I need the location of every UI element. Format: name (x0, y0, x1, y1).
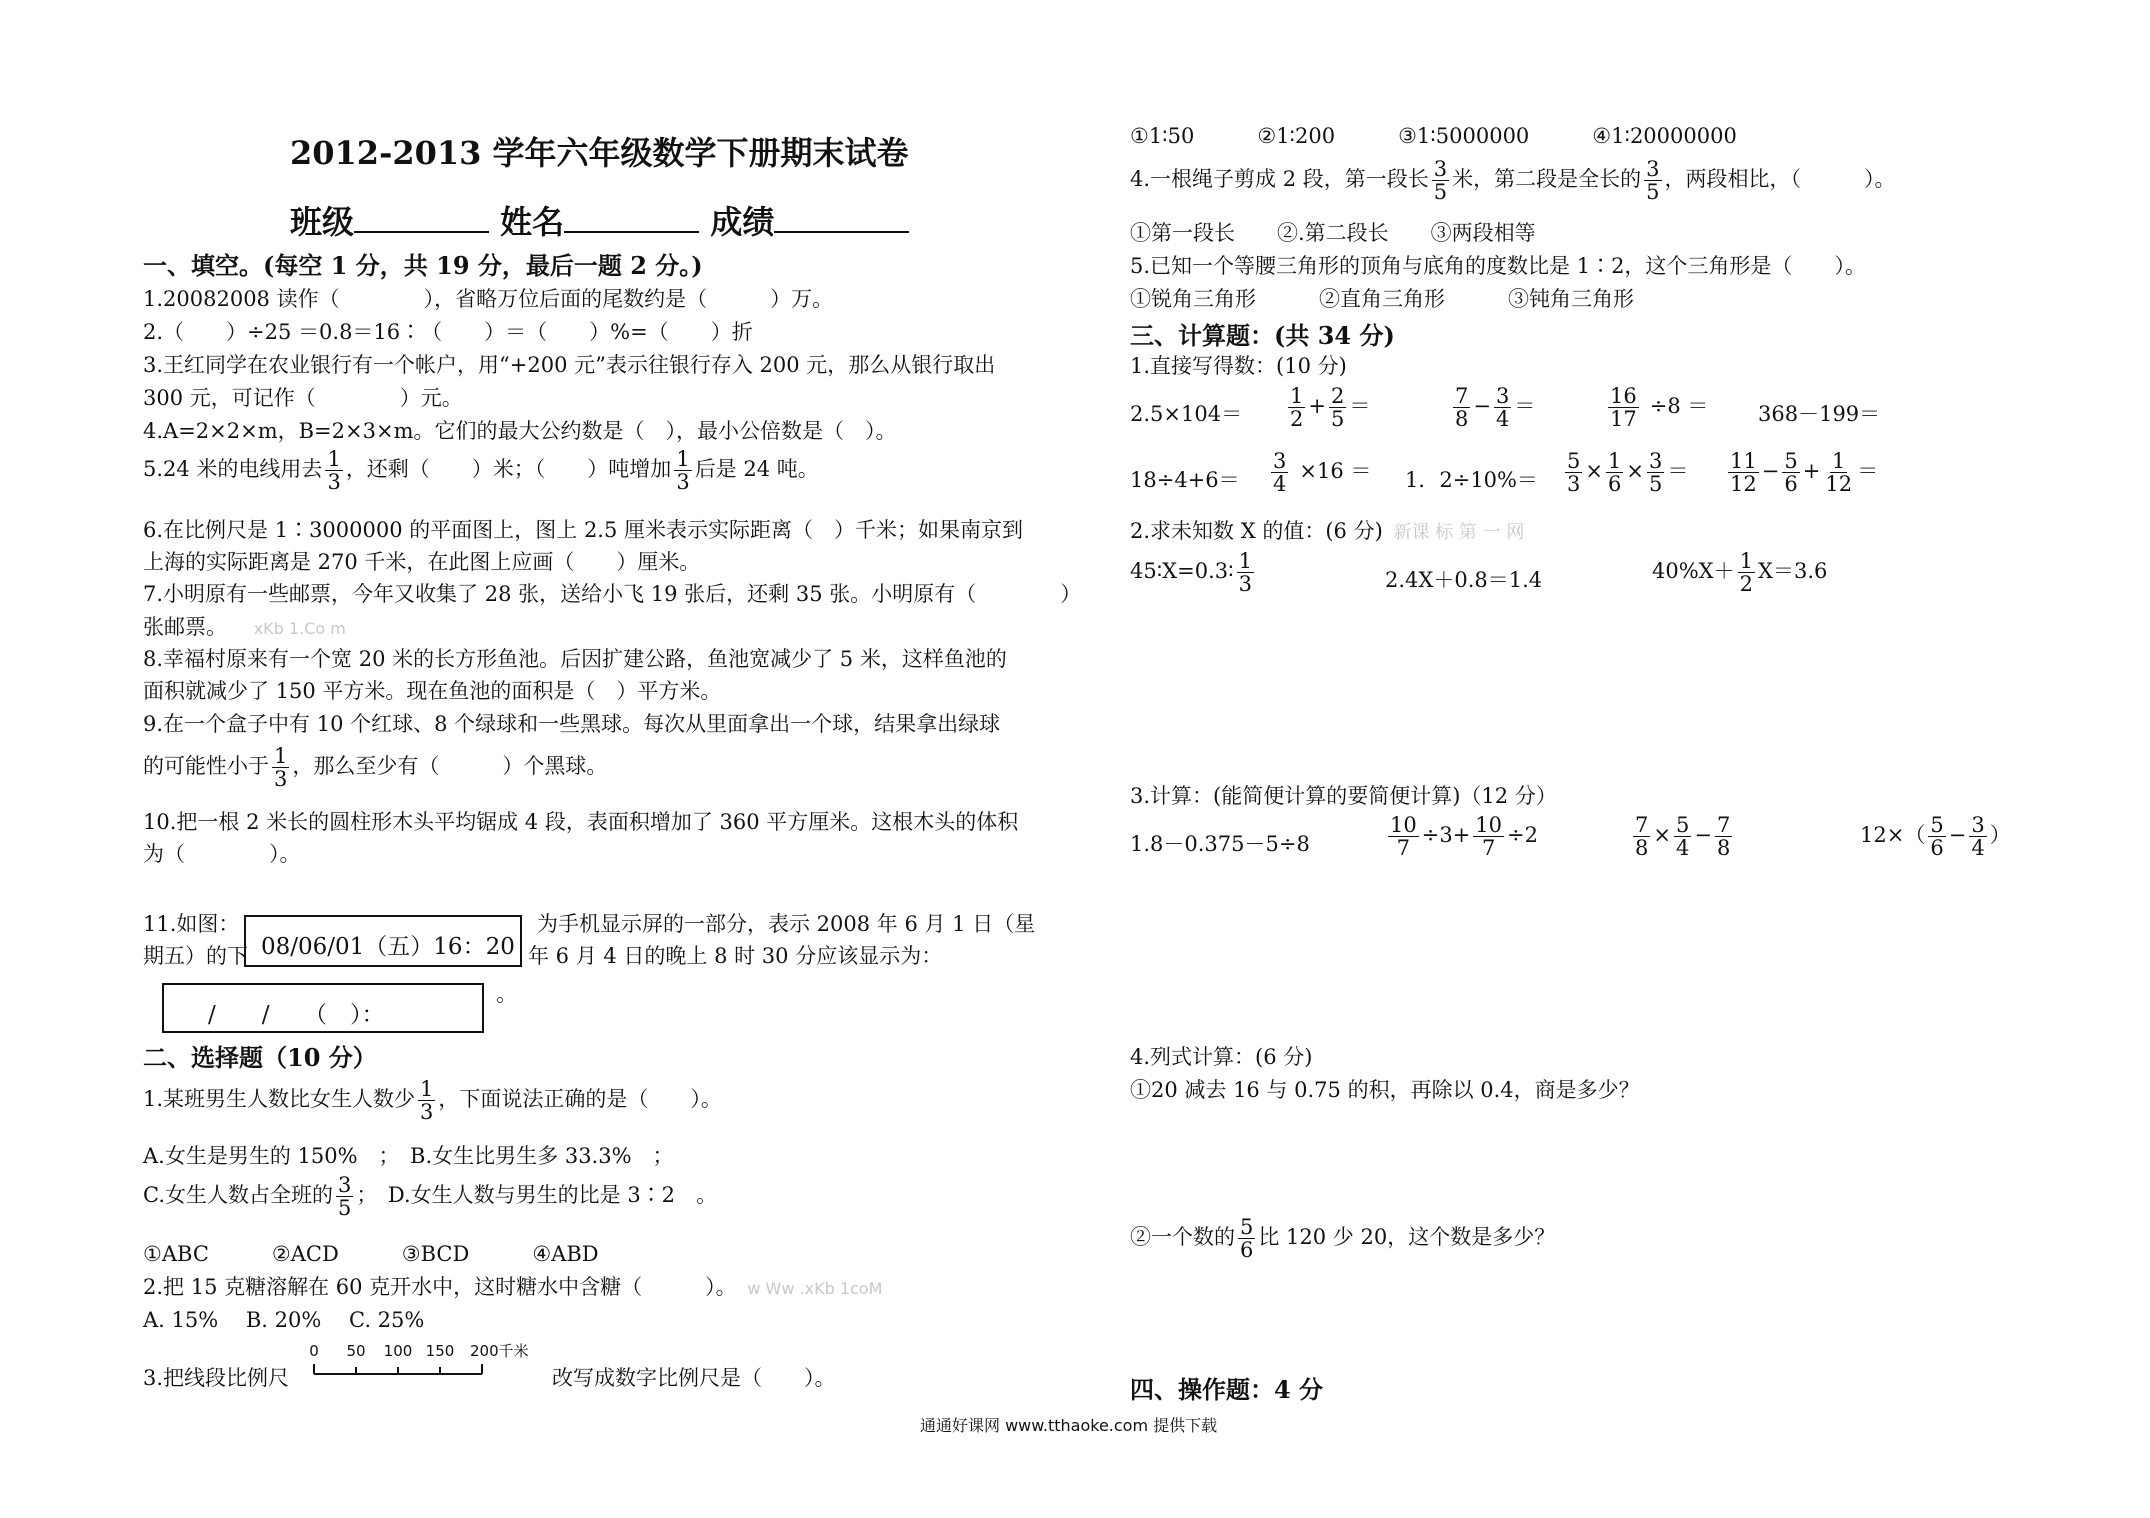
fraction: $\frac{7}{8}$ (1455, 384, 1469, 432)
s2-q4 (1130, 158, 1896, 203)
s1-q5 (143, 448, 819, 493)
calc-r2-e1: 18÷4+6＝ (1130, 468, 1240, 492)
fraction: $\frac{3}{4}$ (1495, 384, 1510, 432)
s1-q7-line1: 7.小明原有一些邮票，今年又收集了 28 张，送给小飞 19 张后，还剩 35 张。小明原有（ ） (143, 582, 1082, 606)
fraction: $\frac{7}{8}$ (1716, 813, 1731, 861)
s2-q3-text-b: 改写成数字比例尺是（ ）。 (552, 1366, 836, 1390)
s1-q11-label: 11.如图： (143, 912, 240, 936)
s2-optd-text: ； D.女生人数与男生的比是 3∶2 。 (356, 1183, 718, 1208)
score-blank (774, 201, 909, 233)
calc-r1-e2: $\frac{1}{2}$ + $\frac{2}{5}$ ＝ (1290, 384, 1371, 432)
answer-display-text: / / （ ）： (208, 1002, 385, 1028)
s1-q8-line1: 8.幸福村原来有一个宽 20 米的长方形鱼池。后因扩建公路，鱼池宽减少了 5 米，这样鱼池的 (143, 647, 1007, 671)
scale-tick-label: 0 (309, 1342, 319, 1360)
s2-q1-option-ab: A.女生是男生的 150% ； B.女生比男生多 33.3% ； (143, 1144, 674, 1168)
fraction: $\frac{1}{2}$ (1290, 384, 1304, 432)
header-line (290, 197, 909, 243)
fraction: $\frac{7}{8}$ (1635, 813, 1649, 861)
fraction: $\frac{1}{6}$ (1607, 449, 1622, 497)
calc-r2-e3: 1．2÷10%＝ (1405, 468, 1538, 492)
scale-tick-label: 150 (425, 1342, 455, 1360)
s3-p3-title: 3.计算：(能简便计算的要简便计算)（12 分） (1130, 784, 1557, 808)
scale-tick-label: 100 (383, 1342, 413, 1360)
calc-r2-e2: $\frac{3}{4}$ ×16 ＝ (1273, 449, 1372, 497)
s1-q9-line2 (143, 745, 607, 790)
fraction: $\frac{5}{4}$ (1675, 813, 1690, 861)
s2-q5: 5.已知一个等腰三角形的顶角与底角的度数比是 1∶2，这个三角形是（ ）。 (1130, 254, 1866, 278)
s3-p4-q2: ②一个数的 $\frac{5}{6}$ 比 120 少 20，这个数是多少？ (1130, 1215, 1556, 1263)
s2-q2-text: 2.把 15 克糖溶解在 60 克开水中，这时糖水中含糖（ ）。 (143, 1275, 737, 1299)
s1-q8-line2: 面积就减少了 150 平方米。现在鱼池的面积是（ ）平方米。 (143, 679, 722, 703)
calc-r1-e3: $\frac{7}{8}$ − $\frac{3}{4}$ ＝ (1455, 384, 1536, 432)
s1-q6-line1: 6.在比例尺是 1∶3000000 的平面图上，图上 2.5 厘米表示实际距离（ ）千米；如果南京到 (143, 518, 1024, 542)
solve-x2: 2.4X＋0.8＝1.4 (1385, 568, 1543, 592)
s1-q3-line1: 3.王红同学在农业银行有一个帐户，用“+200 元”表示往银行存入 200 元，那么从银行取出 (143, 353, 996, 377)
section-2-title: 二、选择题（10 分） (143, 1043, 377, 1072)
s1-q6-line2: 上海的实际距离是 270 千米，在此图上应画（ ）厘米。 (143, 550, 701, 574)
section-3-title: 三、计算题：(共 34 分) (1130, 321, 1395, 350)
fraction: $\frac{16}{17}$ (1610, 384, 1637, 432)
fraction: $\frac{3}{5}$ (1648, 449, 1663, 497)
phone-display-text: 08/06/01（五）16：20 (261, 934, 515, 960)
scale-tick-label: 200千米 (470, 1342, 529, 1360)
s1-q5-text-a: 5.24 米的电线用去 (143, 457, 323, 482)
solve-x1: 45∶X=0.3∶ $\frac{1}{3}$ (1130, 549, 1252, 597)
calc-r2-e5: $\frac{11}{12}$ − $\frac{5}{6}$ + $\frac{1}{12}$ ＝ (1730, 449, 1879, 497)
calc3-e2: $\frac{10}{7}$ ÷3+ $\frac{10}{7}$ ÷2 (1390, 813, 1538, 861)
s1-q7-text: 张邮票。 (143, 615, 227, 639)
s3-p1-title: 1.直接写得数：(10 分) (1130, 354, 1347, 378)
fraction: $\frac{2}{5}$ (1330, 384, 1345, 432)
solve-x3: 40%X＋ $\frac{1}{2}$ X＝3.6 (1652, 549, 1828, 597)
exam-title: 2012-2013 学年六年级数学下册期末试卷 (290, 134, 909, 172)
fraction: $\frac{10}{7}$ (1475, 813, 1503, 861)
calc3-e1: 1.8－0.375－5÷8 (1130, 832, 1310, 856)
watermark: w Ww .xKb 1coM (747, 1279, 883, 1298)
s1-q7-line2 (143, 611, 346, 641)
s2-q4-text-b: 米，第二段是全长的 (1452, 167, 1642, 192)
s1-q1: 1.20082008 读作（ ），省略万位后面的尾数约是（ ）万。 (143, 287, 834, 311)
s1-q11-text-b: 期五）的下 (143, 944, 248, 968)
s1-q4: 4.A=2×2×m，B=2×3×m。它们的最大公约数是（ ），最小公倍数是（ ）。 (143, 419, 897, 443)
scale-tick-label: 50 (346, 1342, 366, 1360)
calc-r2-e4: $\frac{5}{3}$ × $\frac{1}{6}$ × $\frac{3}{5}$ ＝ (1567, 449, 1689, 497)
calc3-e4: 12×（ $\frac{5}{6}$ − $\frac{3}{4}$ ） (1860, 813, 2011, 861)
s1-q11-text-c: 年 6 月 4 日的晚上 8 时 30 分应该显示为： (528, 944, 943, 968)
fraction: $\frac{11}{12}$ (1730, 449, 1757, 497)
s1-q9-line1: 9.在一个盒子中有 10 个红球、8 个绿球和一些黑球。每次从里面拿出一个球，结果拿出绿球 (143, 712, 1001, 736)
s1-q5-text-b: ，还剩（ ）米；（ ）吨增加 (345, 457, 672, 482)
fraction: $\frac{3}{5}$ (1646, 157, 1660, 205)
s2-q1 (143, 1078, 722, 1123)
fraction: $\frac{1}{3}$ (1238, 549, 1252, 597)
calc3-e3: $\frac{7}{8}$ × $\frac{5}{4}$ − $\frac{7}{8}$ (1635, 813, 1731, 861)
name-blank (564, 201, 699, 233)
s1-q10-line1: 10.把一根 2 米长的圆柱形木头平均锯成 4 段，表面积增加了 360 平方厘米。这根木头的体积 (143, 810, 1019, 834)
fraction: $\frac{1}{3}$ (420, 1077, 434, 1125)
watermark: xKb 1.Co m (253, 619, 346, 638)
s1-q2: 2.（ ）÷25 ＝0.8＝16∶（ ）＝（ ）%=（ ）折 (143, 320, 753, 344)
s2-q1-text-a: 1.某班男生人数比女生人数少 (143, 1087, 416, 1112)
s2-q3-choices: ①1∶50 ②1∶200 ③1∶5000000 ④1∶20000000 (1130, 124, 1737, 148)
class-blank (354, 201, 489, 233)
s1-q5-text-c: 后是 24 吨。 (694, 457, 819, 482)
answer-display-box (162, 983, 484, 1033)
s2-q4-choices: ①第一段长 ②.第二段长 ③两段相等 (1130, 221, 1536, 245)
class-label: 班级 (290, 203, 355, 241)
s2-q2-choices: A. 15% B. 20% C. 25% (143, 1308, 425, 1332)
calc-r1-e5: 368－199＝ (1758, 402, 1881, 426)
phone-display-box (244, 915, 522, 967)
name-label: 姓名 (500, 203, 565, 241)
s2-optc-text: C.女生人数占全班的 (143, 1183, 333, 1208)
s3-p4-q1: ①20 减去 16 与 0.75 的积，再除以 0.4，商是多少？ (1130, 1078, 1640, 1102)
fraction: $\frac{1}{3}$ (676, 447, 690, 495)
watermark: 新课 标 第 一 网 (1393, 522, 1525, 543)
s2-q3-text-a: 3.把线段比例尺 (143, 1366, 290, 1390)
fraction: $\frac{10}{7}$ (1390, 813, 1417, 861)
s1-q9-text-b: ，那么至少有（ ）个黑球。 (292, 754, 608, 779)
s2-q1-choices: ①ABC ②ACD ③BCD ④ABD (143, 1242, 599, 1266)
s1-q10-line2: 为（ ）。 (143, 842, 301, 866)
fraction: $\frac{1}{2}$ (1739, 549, 1754, 597)
s2-q1-option-cd (143, 1174, 717, 1219)
fraction: $\frac{5}{6}$ (1930, 813, 1944, 861)
calc-r1-e1: 2.5×104＝ (1130, 402, 1243, 426)
s3-p2-title-text: 2.求未知数 X 的值：(6 分) (1130, 519, 1383, 543)
footer: 通通好课网 www.tthaoke.com 提供下载 (920, 1416, 1218, 1435)
s3-p2-title (1130, 515, 1524, 545)
s2-q2 (143, 1271, 882, 1301)
s1-q9-text-a: 的可能性小于 (143, 754, 269, 779)
s1-q11-text-a: 为手机显示屏的一部分，表示 2008 年 6 月 1 日（星 (537, 912, 1036, 936)
s3-p4-title: 4.列式计算：(6 分) (1130, 1045, 1313, 1069)
s2-q1-text-b: ，下面说法正确的是（ ）。 (438, 1087, 722, 1112)
section-4-title: 四、操作题：4 分 (1130, 1375, 1324, 1404)
s1-q3-line2: 300 元，可记作（ ）元。 (143, 386, 463, 410)
fraction: $\frac{3}{5}$ (338, 1173, 352, 1221)
fraction: $\frac{1}{12}$ (1825, 449, 1853, 497)
fraction: $\frac{5}{3}$ (1567, 449, 1581, 497)
s2-q4-text-a: 4.一根绳子剪成 2 段，第一段长 (1130, 167, 1429, 192)
fraction: $\frac{1}{3}$ (274, 744, 288, 792)
fraction: $\frac{3}{4}$ (1971, 813, 1985, 861)
score-label: 成绩 (710, 203, 775, 241)
fraction: $\frac{5}{6}$ (1240, 1215, 1254, 1263)
s2-q4-text-c: ，两段相比，（ ）。 (1664, 167, 1896, 192)
scale-bar (300, 1340, 540, 1384)
s2-q5-choices: ①锐角三角形 ②直角三角形 ③钝角三角形 (1130, 287, 1634, 311)
section-1-title: 一、填空。(每空 1 分，共 19 分，最后一题 2 分。) (143, 251, 703, 280)
fraction: $\frac{1}{3}$ (327, 447, 341, 495)
calc-r1-e4: $\frac{16}{17}$ ÷8 ＝ (1610, 384, 1709, 432)
s1-q11-end: 。 (496, 982, 517, 1006)
fraction: $\frac{3}{4}$ (1273, 449, 1287, 497)
fraction: $\frac{5}{6}$ (1784, 449, 1798, 497)
fraction: $\frac{3}{5}$ (1433, 157, 1448, 205)
